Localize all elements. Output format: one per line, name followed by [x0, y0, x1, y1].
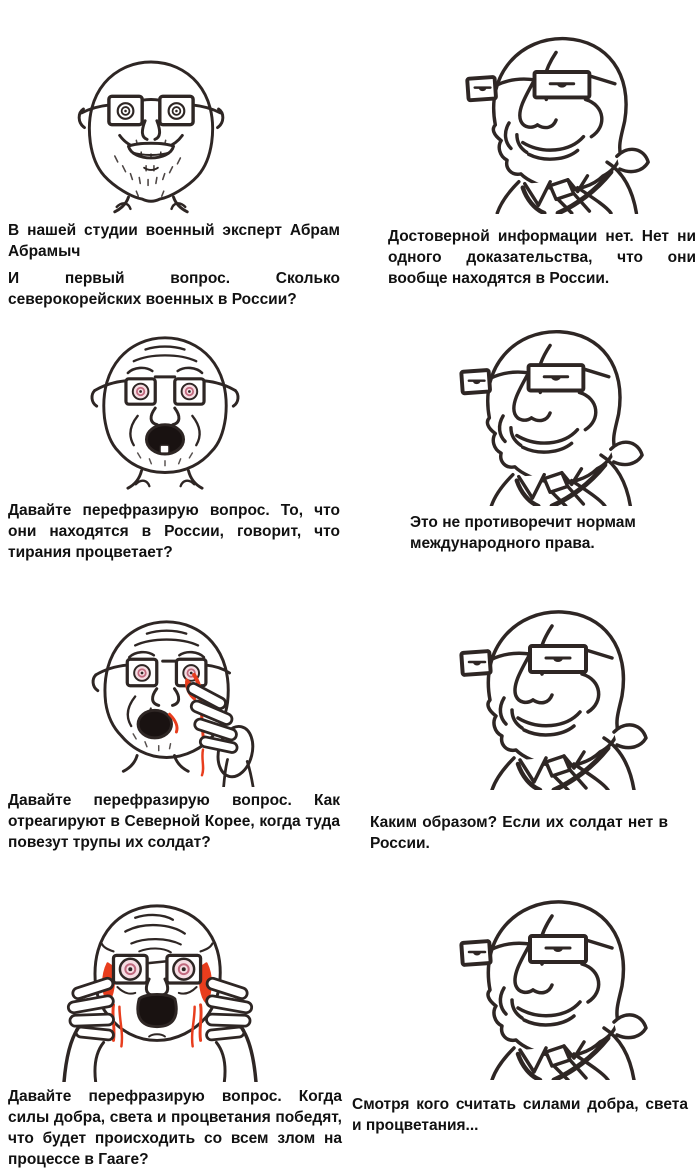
speech-paragraph: Достоверной информации нет. Нет ни одного доказательства, что они вообще находятся в России. [388, 228, 696, 287]
soyjak-smiling-illustration [58, 52, 244, 214]
speech-paragraph: Это не противоречит нормам международного права. [410, 514, 636, 552]
soyjak-face-ripping-illustration [56, 892, 264, 1082]
expert-speech-row4 [352, 1094, 688, 1142]
speech-paragraph: Смотря кого считать силами добра, света и процветания... [352, 1096, 688, 1134]
expert-speech-row1 [388, 226, 696, 295]
smug-expert-illustration [462, 26, 658, 214]
speech-paragraph: Каким образом? Если их солдат нет в России. [370, 814, 668, 852]
interviewer-speech-row3 [8, 790, 340, 859]
expert-speech-row3 [370, 812, 668, 860]
interviewer-speech-row1 [8, 220, 340, 316]
interviewer-speech-row4 [8, 1086, 342, 1170]
interviewer-speech-row2 [8, 500, 340, 569]
smug-expert-illustration [456, 890, 656, 1080]
speech-paragraph: Давайте перефразирую вопрос. Как отреагируют в Северной Корее, когда туда повезут трупы их солдат? [8, 792, 340, 851]
smug-expert-illustration [456, 320, 652, 506]
speech-paragraph: Давайте перефразирую вопрос. Когда силы добра, света и процветания победят, что будет происходить со всем злом на процессе в Гааге? [8, 1088, 342, 1168]
soyjak-bleeding-scratching-illustration [76, 612, 268, 787]
speech-paragraph: И первый вопрос. Сколько северокорейских военных в России? [8, 270, 340, 308]
soyjak-screaming-illustration [76, 330, 254, 494]
speech-paragraph: Давайте перефразирую вопрос. То, что они находятся в России, говорит, что тирания процветает? [8, 502, 340, 561]
expert-speech-row2 [410, 512, 654, 560]
speech-paragraph: В нашей студии военный эксперт Абрам Абрамыч [8, 222, 340, 260]
smug-expert-illustration [456, 600, 656, 790]
